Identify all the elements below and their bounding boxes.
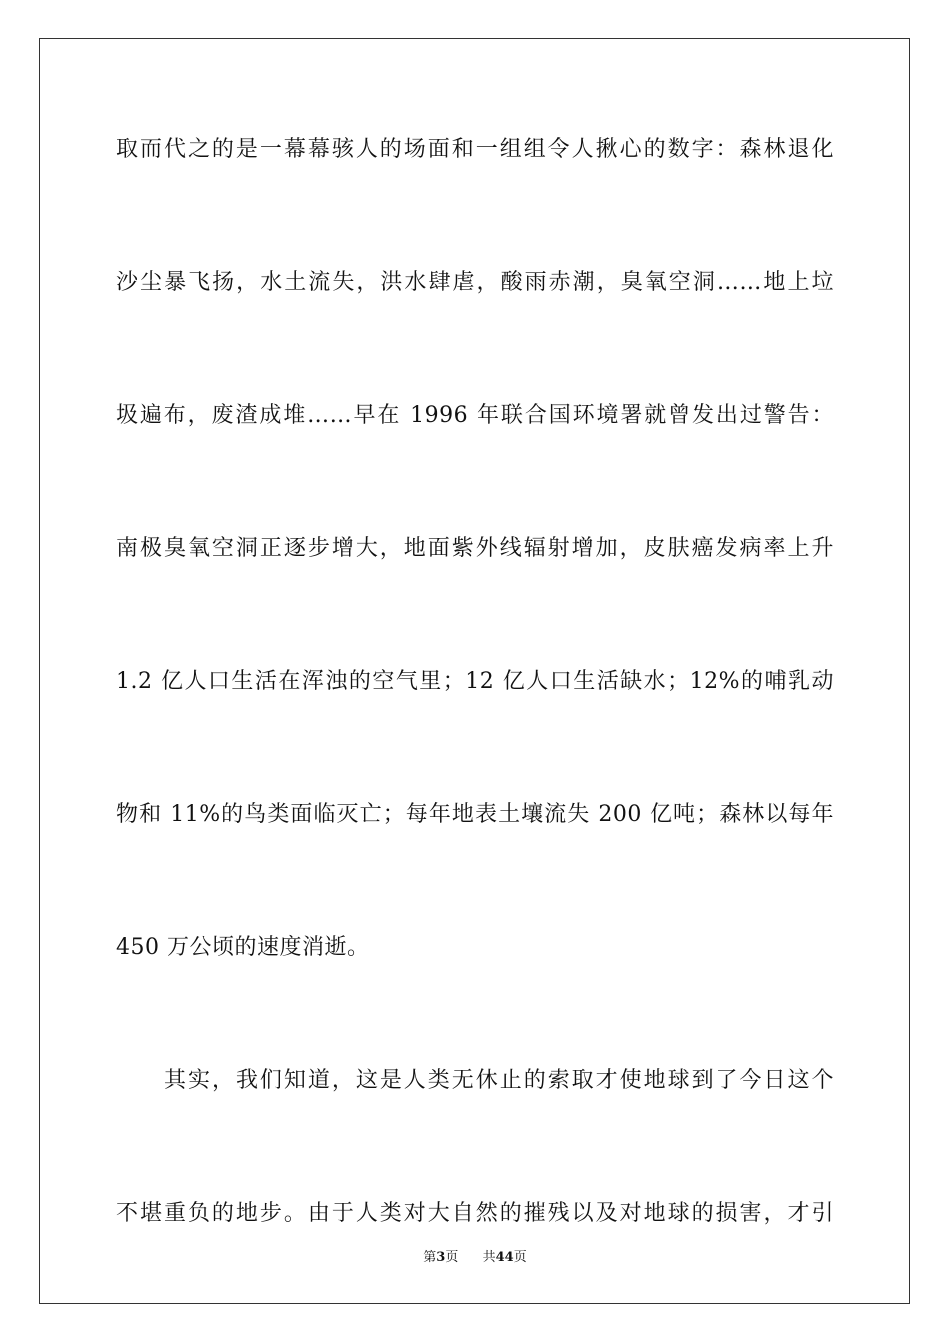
text-line: 不堪重负的地步。由于人类对大自然的摧残以及对地球的损害，才引 [116, 1201, 834, 1226]
text-line: 南极臭氧空洞正逐步增大，地面紫外线辐射增加，皮肤癌发病率上升 [116, 536, 834, 561]
page-footer [0, 1246, 950, 1265]
text-line: 沙尘暴飞扬，水土流失，洪水肆虐，酸雨赤潮，臭氧空洞……地上垃 [116, 270, 834, 295]
total-pages: 44 [495, 1250, 514, 1265]
paragraph-start-line: 其实，我们知道，这是人类无休止的索取才使地球到了今日这个 [164, 1068, 834, 1093]
page-number: 3 [436, 1250, 446, 1265]
total-suffix: 页 [513, 1250, 527, 1265]
text-line: 圾遍布，废渣成堆……早在 1996 年联合国环境署就曾发出过警告： [116, 403, 834, 428]
text-line: 物和 11%的鸟类面临灭亡；每年地表土壤流失 200 亿吨；森林以每年 [116, 802, 834, 827]
text-line: 取而代之的是一幕幕骇人的场面和一组组令人揪心的数字：森林退化 [116, 137, 834, 162]
text-line: 1.2 亿人口生活在浑浊的空气里；12 亿人口生活缺水；12%的哺乳动 [116, 669, 834, 694]
total-prefix: 共 [482, 1250, 496, 1265]
page-suffix: 页 [445, 1250, 459, 1265]
document-body [116, 126, 834, 1323]
text-line: 450 万公顷的速度消逝。 [116, 935, 370, 960]
page-prefix: 第 [423, 1250, 437, 1265]
